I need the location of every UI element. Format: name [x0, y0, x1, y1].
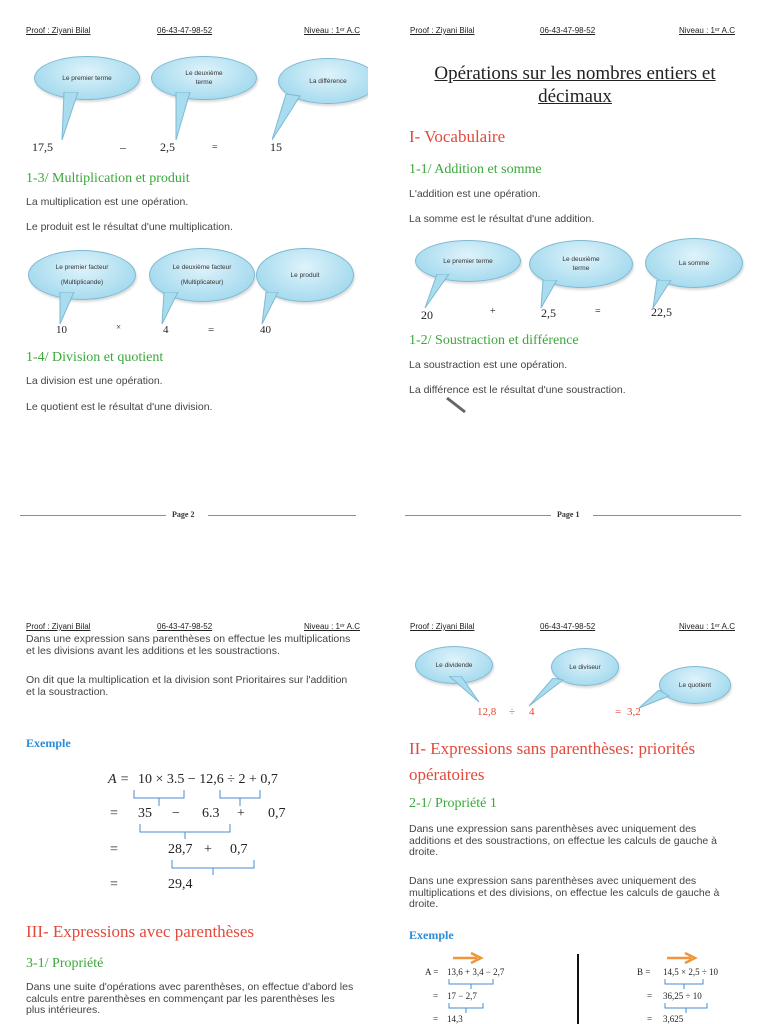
heading-1-2: 1-2/ Soustraction et différence — [409, 333, 579, 348]
page-header — [20, 26, 360, 40]
header-level: Niveau : 1ᵉʳ A.C — [303, 26, 360, 35]
header-phone: 06-43-47-98-52 — [157, 622, 213, 631]
bubble-label: Le premier terme — [443, 257, 493, 265]
meq-equals: = — [208, 324, 215, 336]
text-1-2a: La soustraction est une opération. — [409, 359, 568, 371]
bracket-exB-1 — [663, 978, 713, 990]
bubble-label: La différence — [309, 77, 347, 85]
bracket-line-1 — [132, 788, 292, 808]
bracket-exB-2 — [663, 1002, 713, 1014]
math-l2-c: 0,7 — [268, 806, 286, 821]
exB-eq1: = — [647, 991, 653, 1001]
meq-term2: 4 — [163, 324, 169, 336]
header-level: Niveau : 1ᵉʳ A.C — [678, 622, 735, 631]
bubble-tail — [156, 292, 186, 326]
bubble-tail — [423, 274, 453, 310]
pen-mark — [445, 396, 469, 416]
math-l2-a: 35 — [138, 806, 152, 821]
page-header — [405, 622, 745, 636]
arrow-right-icon — [665, 952, 699, 964]
bubble-label: Le deuxième terme — [562, 256, 600, 272]
exB-expr: 14,5 × 2,5 ÷ 10 — [663, 967, 719, 977]
math-a-label — [108, 772, 129, 788]
text-3-1: Dans une suite d'opérations avec parenthèses, on effectue d'abord les calculs entre parenthèses en commençant par les parenthèses les plus intérieures. — [26, 981, 354, 1016]
footer-rule — [20, 515, 166, 516]
meq-result: 40 — [260, 324, 271, 336]
meq-op: × — [116, 322, 122, 332]
math-l3-op: + — [204, 842, 212, 857]
footer-page-label: Page 1 — [557, 510, 580, 519]
eq-equals: = — [212, 142, 218, 153]
text-2-1b: Dans une expression sans parenthèses avec uniquement des multiplications et des divisions, on effectue les calculs de gauche à droite. — [409, 875, 720, 910]
eq-term1: 17,5 — [32, 140, 53, 154]
exB-result: 3,625 — [663, 1014, 684, 1024]
text-1-1b: La somme est le résultat d'une addition. — [409, 213, 595, 225]
bubble-tail — [170, 92, 200, 142]
exB-eq2: = — [647, 1014, 653, 1024]
eq-op: + — [490, 306, 496, 317]
section-1-title: I- Vocabulaire — [409, 127, 506, 146]
header-phone: 06-43-47-98-52 — [157, 26, 213, 35]
bubble-tail — [256, 292, 286, 326]
header-phone: 06-43-47-98-52 — [540, 622, 596, 631]
math-l3-b: 0,7 — [230, 842, 248, 857]
bubble-tail — [445, 676, 485, 706]
bubble-label: La somme — [678, 259, 710, 267]
exB-step1: 36,25 ÷ 10 — [663, 991, 702, 1001]
eq-term2: 2,5 — [160, 140, 175, 154]
text-1-4b: Le quotient est le résultat d'une division. — [26, 401, 213, 413]
eq-dividend: 12,8 — [477, 706, 497, 718]
math-l2-op: − — [172, 806, 180, 821]
math-l4-a: 29,4 — [168, 877, 193, 892]
page-footer — [405, 510, 753, 522]
page-footer — [20, 510, 368, 522]
heading-3-1: 3-1/ Propriété — [26, 956, 104, 971]
eq-result: 22,5 — [651, 305, 672, 319]
eq-term2: 2,5 — [541, 306, 556, 320]
footer-rule — [593, 515, 741, 516]
bubble-label: Le dividende — [435, 661, 473, 669]
footer-page-label: Page 2 — [172, 510, 195, 519]
bracket-exA-1 — [447, 978, 497, 990]
eq-op: – — [120, 140, 126, 154]
bubble-label: Le quotient — [678, 681, 712, 689]
text-1-1a: L'addition est une opération. — [409, 188, 541, 200]
section-3-title: III- Expressions avec parenthèses — [26, 922, 254, 941]
math-l4-eq: = — [110, 877, 118, 892]
arrow-right-icon — [451, 952, 485, 964]
meq-term1: 10 — [56, 324, 67, 336]
page-4 — [405, 622, 753, 1024]
header-author: Proof : Ziyani Bilal — [26, 26, 91, 35]
math-l2-op2: + — [237, 806, 245, 821]
exB-label: B = — [637, 967, 651, 977]
bubble-sublabel: (Multiplicateur) — [180, 279, 224, 286]
text-1-3b: Le produit est le résultat d'une multiplication. — [26, 221, 233, 233]
text-2-1a: Dans une expression sans parenthèses avec uniquement des additions et des soustractions, on effectue les calculs de gauche à droite. — [409, 823, 718, 858]
bubble-sublabel: (Multiplicande) — [60, 279, 104, 286]
page-3 — [20, 622, 368, 1024]
eq-quotient: 3,2 — [627, 706, 641, 718]
exA-eq2: = — [433, 1014, 439, 1024]
bubble-tail — [637, 690, 673, 710]
text-1-2b: La différence est le résultat d'une soustraction. — [409, 384, 626, 396]
example-label: Exemple — [26, 736, 71, 750]
eq-result: 15 — [270, 140, 282, 154]
math-l2-b: 6.3 — [202, 806, 220, 821]
exA-eq1: = — [433, 991, 439, 1001]
bubble-tail — [272, 94, 312, 144]
bubble-label: Le deuxième terme — [185, 70, 223, 86]
page-title: Opérations sur les nombres entiers et décimaux — [434, 63, 716, 107]
bracket-line-3 — [170, 858, 270, 876]
eq-equals: = — [595, 306, 601, 317]
heading-2-1: 2-1/ Propriété 1 — [409, 796, 497, 811]
header-author: Proof : Ziyani Bilal — [410, 622, 475, 631]
header-author: Proof : Ziyani Bilal — [410, 26, 475, 35]
header-level: Niveau : 1ᵉʳ A.C — [678, 26, 735, 35]
footer-rule — [208, 515, 356, 516]
text-1-4a: La division est une opération. — [26, 375, 163, 387]
exA-expr: 13,6 + 3,4 − 2,7 — [447, 967, 505, 977]
header-phone: 06-43-47-98-52 — [540, 26, 596, 35]
exA-label: A = — [425, 967, 439, 977]
math-l3-eq: = — [110, 842, 118, 857]
bubble-label: Le premier terme — [62, 74, 112, 82]
bubble-label: Le diviseur — [569, 663, 601, 671]
bubble-label: Le deuxième facteur — [172, 264, 232, 271]
text-1-3a: La multiplication est une opération. — [26, 196, 189, 208]
exA-result: 14,3 — [447, 1014, 463, 1024]
bubble-label: Le premier facteur — [55, 264, 109, 271]
eq-term1: 20 — [421, 308, 433, 322]
bracket-line-2 — [136, 822, 256, 840]
math-a-var: A = — [108, 772, 130, 787]
bubble-tail — [525, 678, 565, 708]
example-label: Exemple — [409, 928, 454, 942]
exA-step1: 17 − 2,7 — [447, 991, 477, 1001]
bubble-label: Le produit — [290, 271, 320, 279]
bubble-tail — [58, 92, 88, 142]
math-line-1: 10 × 3.5 − 12,6 ÷ 2 + 0,7 — [138, 772, 278, 787]
example-divider — [577, 954, 579, 1024]
footer-rule — [405, 515, 551, 516]
intro-paragraph-1: Dans une expression sans parenthèses on effectue les multiplications et les divisions avant les additions et les soustractions. — [26, 633, 351, 657]
page-header — [405, 26, 745, 40]
header-level: Niveau : 1ᵉʳ A.C — [303, 622, 360, 631]
math-l2-eq: = — [110, 806, 118, 821]
page-1 — [405, 26, 753, 522]
header-author: Proof : Ziyani Bilal — [26, 622, 91, 631]
heading-1-1: 1-1/ Addition et somme — [409, 162, 542, 177]
eq-divisor: 4 — [529, 706, 535, 718]
bubble-tail — [54, 292, 84, 326]
section-2-title: II- Expressions sans parenthèses: priorités opératoires — [409, 739, 696, 784]
bubble-second-term — [151, 56, 257, 100]
eq-op: ÷ — [509, 706, 516, 718]
intro-paragraph-2: On dit que la multiplication et la division sont Prioritaires sur l'addition et la soustraction. — [26, 674, 348, 698]
bracket-exA-2 — [447, 1002, 487, 1014]
eq-equals: = — [615, 706, 622, 718]
page-2 — [20, 26, 368, 522]
math-l3-a: 28,7 — [168, 842, 193, 857]
heading-1-3: 1-3/ Multiplication et produit — [26, 171, 190, 186]
heading-1-4: 1-4/ Division et quotient — [26, 350, 164, 365]
